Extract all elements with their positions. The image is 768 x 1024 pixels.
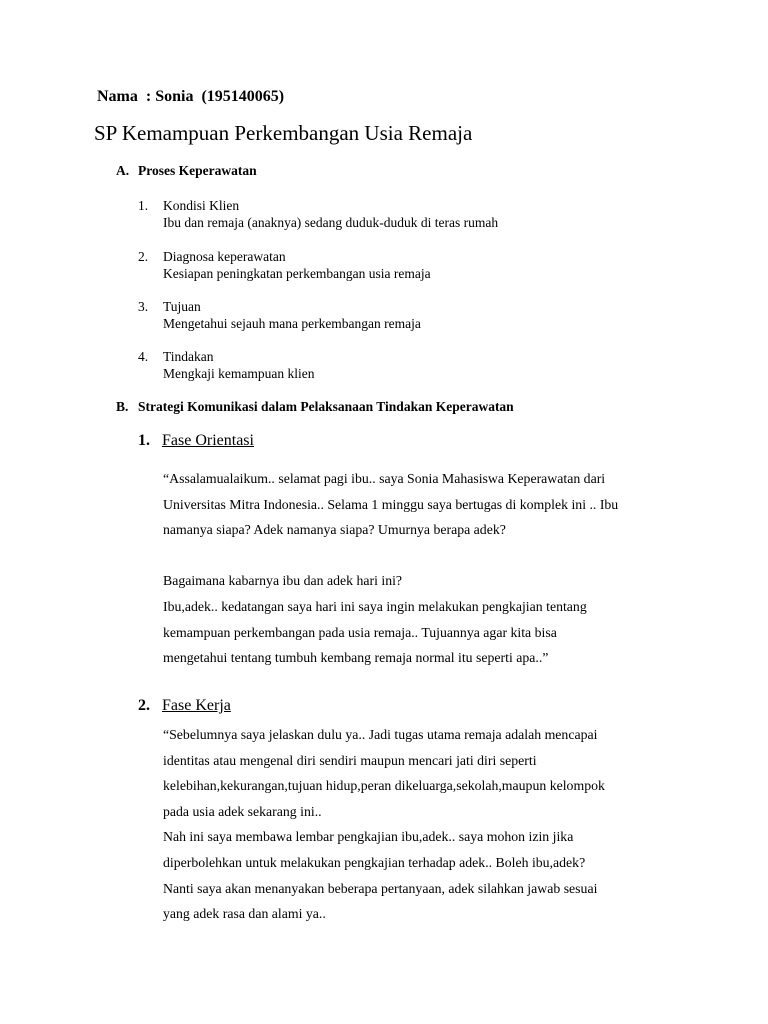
phase-number: 2. — [138, 697, 150, 714]
section-b-letter: B. — [116, 399, 129, 414]
section-b-title: Strategi Komunikasi dalam Pelaksanaan Tindakan Keperawatan — [138, 399, 514, 414]
list-item-label: Tujuan — [163, 299, 201, 314]
section-a-title: Proses Keperawatan — [138, 163, 257, 178]
dialogue-line: Nah ini saya membawa lembar pengkajian ibu,adek.. saya mohon izin jika — [163, 829, 574, 845]
dialogue-line: namanya siapa? Adek namanya siapa? Umurnya berapa adek? — [163, 522, 506, 538]
list-item-number: 4. — [138, 349, 149, 364]
phase-kerja-heading — [138, 697, 231, 715]
dialogue-line: diperbolehkan untuk melakukan pengkajian terhadap adek.. Boleh ibu,adek? — [163, 854, 586, 870]
list-item-number: 1. — [138, 198, 149, 213]
list-item-detail: Mengetahui sejauh mana perkembangan remaja — [163, 316, 421, 331]
list-item-detail: Mengkaji kemampuan klien — [163, 366, 315, 381]
dialogue-line: identitas atau mengenal diri sendiri maupun mencari jati diri seperti — [163, 752, 537, 768]
page-title: SP Kemampuan Perkembangan Usia Remaja — [94, 121, 473, 145]
list-item-label: Diagnosa keperawatan — [163, 249, 286, 264]
phase-orientasi-heading — [138, 432, 254, 450]
dialogue-line: Universitas Mitra Indonesia.. Selama 1 minggu saya bertugas di komplek ini .. Ibu — [163, 496, 619, 512]
student-name-line: Nama : Sonia (195140065) — [97, 88, 285, 105]
list-item-number: 2. — [138, 249, 149, 264]
paragraph-gap — [163, 543, 683, 569]
section-b-heading — [116, 399, 514, 415]
phase-orientasi-dialogue — [163, 466, 683, 671]
list-item — [138, 298, 421, 332]
phase-label: Fase Orientasi — [162, 432, 254, 449]
phase-number: 1. — [138, 432, 150, 449]
section-a-letter: A. — [116, 163, 130, 178]
dialogue-line: mengetahui tentang tumbuh kembang remaja normal itu seperti apa..” — [163, 650, 549, 666]
phase-kerja-dialogue — [163, 722, 683, 927]
list-item — [138, 197, 498, 231]
list-item-detail: Ibu dan remaja (anaknya) sedang duduk-duduk di teras rumah — [163, 215, 499, 230]
list-item-label: Tindakan — [163, 349, 214, 364]
dialogue-line: yang adek rasa dan alami ya.. — [163, 906, 326, 922]
list-item-number: 3. — [138, 299, 149, 314]
dialogue-line: “Assalamualaikum.. selamat pagi ibu.. saya Sonia Mahasiswa Keperawatan dari — [163, 471, 606, 486]
list-item-detail: Kesiapan peningkatan perkembangan usia remaja — [163, 266, 431, 281]
dialogue-line: Bagaimana kabarnya ibu dan adek hari ini? — [163, 573, 403, 589]
list-item — [138, 348, 314, 382]
phase-label: Fase Kerja — [162, 697, 231, 714]
dialogue-line: kemampuan perkembangan pada usia remaja.. Tujuannya agar kita bisa — [163, 624, 557, 640]
dialogue-line: Ibu,adek.. kedatangan saya hari ini saya ingin melakukan pengkajian tentang — [163, 598, 587, 614]
list-item — [138, 248, 431, 282]
dialogue-line: “Sebelumnya saya jelaskan dulu ya.. Jadi tugas utama remaja adalah mencapai — [163, 727, 598, 742]
dialogue-line: Nanti saya akan menanyakan beberapa pertanyaan, adek silahkan jawab sesuai — [163, 880, 598, 896]
dialogue-line: pada usia adek sekarang ini.. — [163, 803, 322, 819]
list-item-label: Kondisi Klien — [163, 198, 240, 213]
dialogue-line: kelebihan,kekurangan,tujuan hidup,peran dikeluarga,sekolah,maupun kelompok — [163, 778, 605, 794]
section-a-heading — [116, 163, 257, 179]
